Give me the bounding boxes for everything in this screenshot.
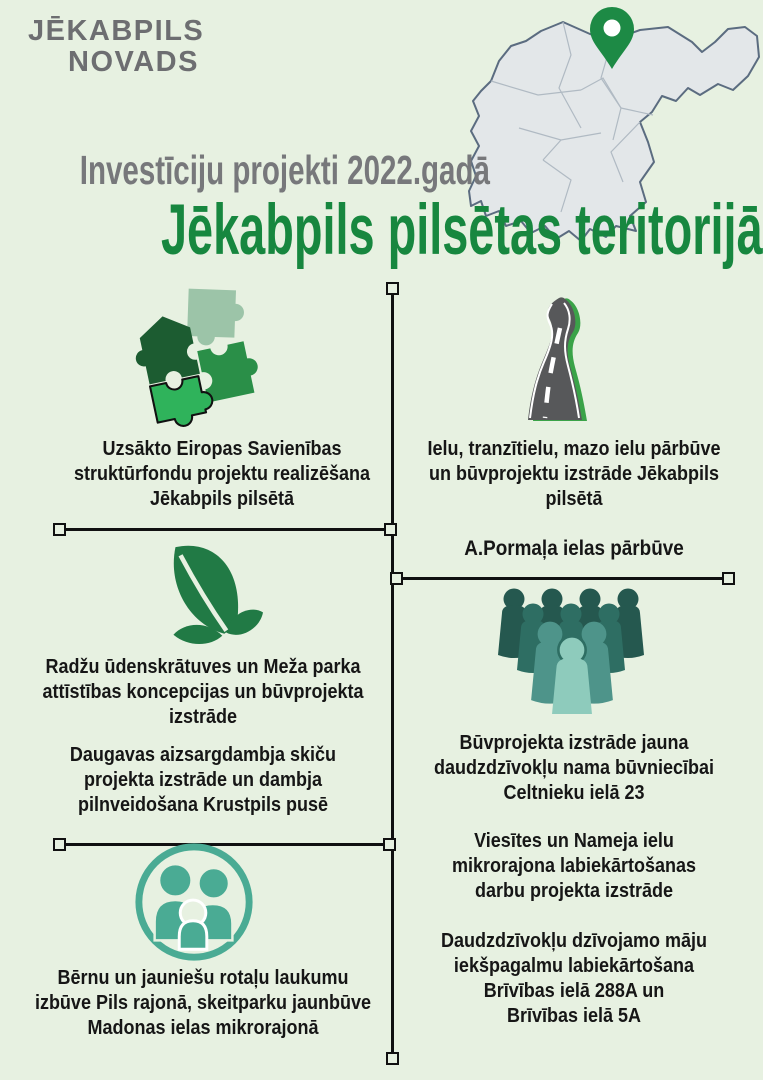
connector-node-bottom bbox=[386, 1052, 399, 1065]
panel-nature-line2: attīstības koncepcijas un būvprojekta bbox=[42, 681, 364, 703]
poster-title-text: Jēkabpils pilsētas teritorijā bbox=[160, 191, 763, 270]
connector-vertical-line bbox=[391, 288, 394, 1057]
panel-nature-line1: Radžu ūdenskrātuves un Meža parka bbox=[45, 656, 361, 678]
panel-eu-funds-line3: Jēkabpils pilsētā bbox=[149, 488, 295, 510]
panel-housing-text bbox=[419, 731, 729, 806]
leaf-icon bbox=[149, 543, 263, 650]
poster-subtitle-text: Investīciju projekti 2022.gadā bbox=[79, 147, 490, 193]
panel-district-line3: darbu projekta izstrāde bbox=[474, 880, 674, 902]
connector-node-left1-start bbox=[53, 523, 66, 536]
crowd-icon bbox=[492, 586, 652, 719]
road-icon bbox=[502, 296, 598, 429]
panel-dam-line2: projekta izstrāde un dambja bbox=[83, 769, 323, 791]
panel-yards-line3: Brīvības ielā 288A un bbox=[483, 980, 665, 1002]
panel-dam-line3: pilnveidošana Krustpils pusē bbox=[77, 794, 329, 816]
poster-title bbox=[6, 191, 763, 270]
panel-housing-line3: Celtnieku ielā 23 bbox=[503, 782, 645, 804]
panel-housing-line1: Būvprojekta izstrāde jauna bbox=[459, 732, 689, 754]
panel-eu-funds-line1: Uzsākto Eiropas Savienības bbox=[102, 438, 342, 460]
connector-node-right-start bbox=[390, 572, 403, 585]
family-icon bbox=[131, 839, 259, 972]
poster-subtitle bbox=[0, 148, 548, 192]
connector-node-top bbox=[386, 282, 399, 295]
panel-yards-line4: Brīvības ielā 5A bbox=[506, 1005, 642, 1027]
panel-streets-subtext bbox=[419, 536, 729, 561]
panel-district-line2: mikrorajona labiekārtošanas bbox=[451, 855, 697, 877]
panel-streets-line1: Ielu, tranzītielu, mazo ielu pārbūve bbox=[427, 438, 721, 460]
connector-node-right-end bbox=[722, 572, 735, 585]
connector-left-top-line bbox=[58, 528, 392, 531]
panel-playgrounds-line1: Bērnu un jauniešu rotaļu laukumu bbox=[57, 967, 349, 989]
panel-dam-line1: Daugavas aizsargdambja skiču bbox=[69, 744, 337, 766]
panel-streets-line3: pilsētā bbox=[545, 488, 603, 510]
puzzle-icon bbox=[130, 286, 260, 433]
connector-node-left2-start bbox=[53, 838, 66, 851]
panel-nature-text bbox=[40, 655, 366, 730]
connector-right-line bbox=[394, 577, 727, 580]
logo-line2: NOVADS bbox=[68, 46, 199, 78]
panel-eu-funds-text bbox=[60, 437, 384, 512]
logo-line1: JĒKABPILS bbox=[28, 15, 205, 47]
panel-yards-text bbox=[419, 929, 729, 1029]
panel-yards-line2: iekšpagalmu labiekārtošana bbox=[453, 955, 695, 977]
panel-playgrounds-line2: izbūve Pils rajonā, skeitparku jaunbūve bbox=[34, 992, 372, 1014]
panel-yards-line1: Daudzdzīvokļu dzīvojamo māju bbox=[440, 930, 708, 952]
logo bbox=[28, 16, 204, 78]
panel-dam-text bbox=[40, 743, 366, 818]
panel-streets-line2: un būvprojektu izstrāde Jēkabpils bbox=[428, 463, 720, 485]
panel-housing-line2: daudzdzīvokļu nama būvniecībai bbox=[433, 757, 715, 779]
panel-playgrounds-text bbox=[31, 966, 375, 1041]
panel-district-line1: Viesītes un Nameja ielu bbox=[474, 830, 674, 852]
panel-nature-line3: izstrāde bbox=[168, 706, 238, 728]
panel-streets-text bbox=[419, 437, 729, 512]
panel-district-text bbox=[419, 829, 729, 904]
panel-streets-subline: A.Pormaļa ielas pārbūve bbox=[464, 537, 684, 560]
panel-playgrounds-line3: Madonas ielas mikrorajonā bbox=[87, 1017, 319, 1039]
connector-node-left2-end bbox=[383, 838, 396, 851]
panel-eu-funds-line2: struktūrfondu projektu realizēšana bbox=[73, 463, 371, 485]
connector-node-left1-end bbox=[384, 523, 397, 536]
